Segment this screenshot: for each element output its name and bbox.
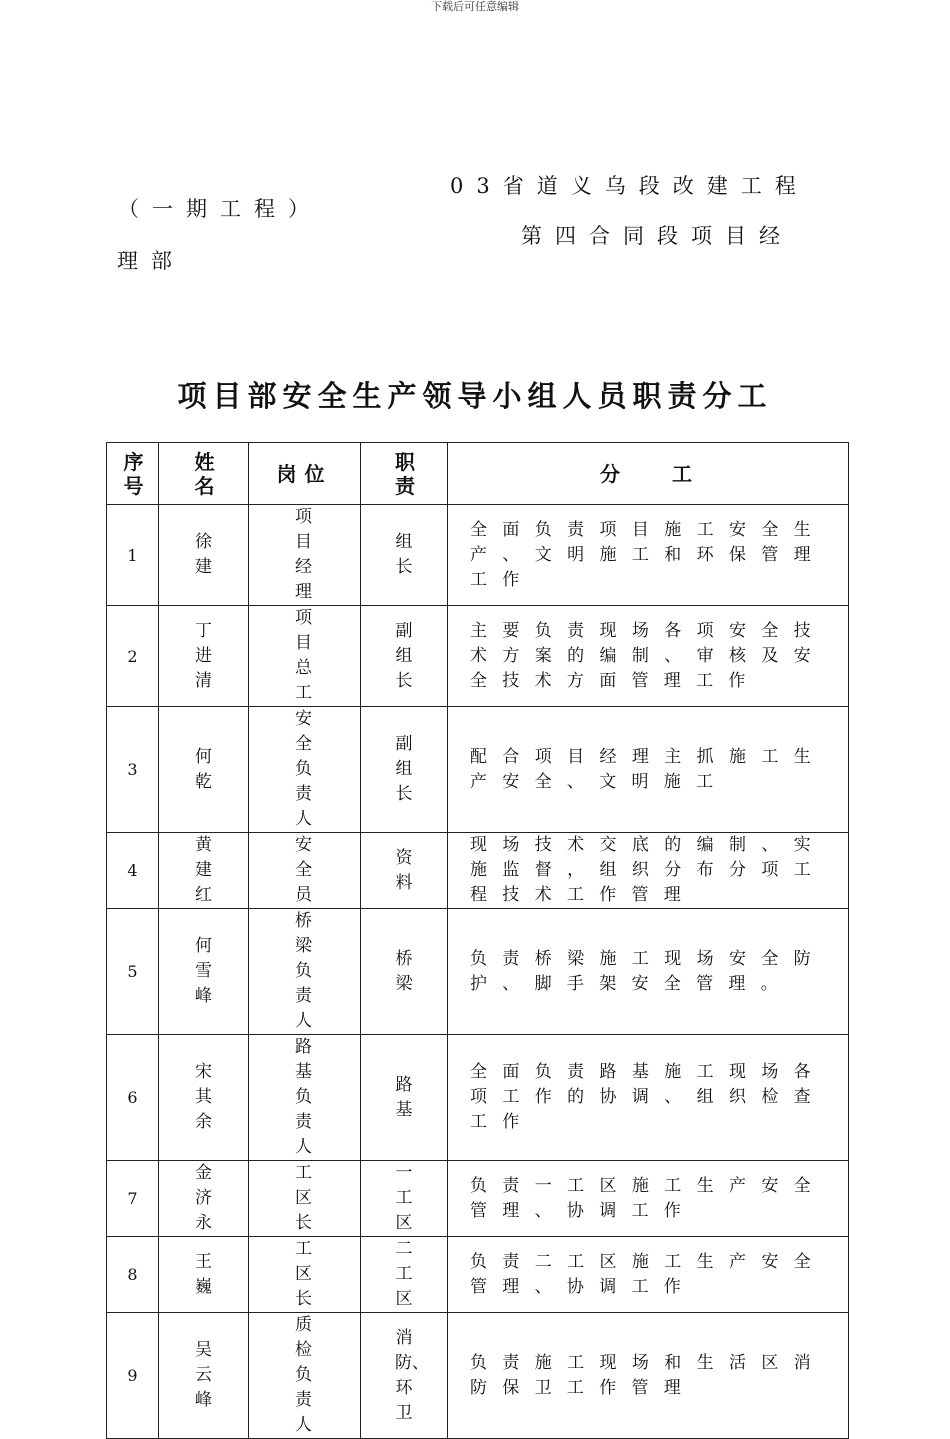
duty-description: 全面负责路基施工现场各项工作的协调、组织检查工作 [448,1035,849,1161]
org-line-4: 理部 [117,249,185,273]
role: 桥梁 [361,909,448,1035]
header-note: 下载后可任意编辑 [431,0,519,13]
org-line-3: 第四合同段项目经 [521,224,793,248]
person-name: 徐建 [159,505,249,606]
row-number: 3 [107,707,159,833]
position: 质检负责人 [249,1313,361,1439]
row-number: 2 [107,606,159,707]
row-number: 5 [107,909,159,1035]
person-name: 黄建红 [159,833,249,909]
person-name: 金济永 [159,1161,249,1237]
duty-description: 负责一工区施工生产安全管理、协调工作 [448,1161,849,1237]
position: 安全员 [249,833,361,909]
table-header-row [107,443,849,505]
person-name: 丁进清 [159,606,249,707]
role: 消防、环卫 [361,1313,448,1439]
position: 工区长 [249,1237,361,1313]
position: 路基负责人 [249,1035,361,1161]
person-name: 宋其余 [159,1035,249,1161]
role: 副组长 [361,606,448,707]
header-role: 职责 [361,443,448,505]
row-number: 9 [107,1313,159,1439]
document-title: 项目部安全生产领导小组人员职责分工 [177,379,773,413]
duty-description: 全面负责项目施工安全生产、文明施工和环保管理工作 [448,505,849,606]
role: 二工区 [361,1237,448,1313]
position: 项目经理 [249,505,361,606]
table-row [107,505,849,606]
role: 路基 [361,1035,448,1161]
org-line-1: 03省道义乌段改建工程 [450,174,809,198]
org-line-2: （一期工程） [118,197,322,221]
header-duty: 分 工 [448,443,849,505]
duty-description: 负责桥梁施工现场安全防护、脚手架安全管理。 [448,909,849,1035]
table-row [107,1313,849,1439]
header-position: 岗位 [249,443,361,505]
position: 项目总工 [249,606,361,707]
duty-description: 主要负责现场各项安全技术方案的编制、审核及安全技术方面管理工作 [448,606,849,707]
duty-description: 负责二工区施工生产安全管理、协调工作 [448,1237,849,1313]
table-row [107,1035,849,1161]
role: 组长 [361,505,448,606]
row-number: 8 [107,1237,159,1313]
table-row [107,707,849,833]
position: 安全负责人 [249,707,361,833]
person-name: 何乾 [159,707,249,833]
table-row [107,833,849,909]
table-row [107,1161,849,1237]
row-number: 1 [107,505,159,606]
table-row [107,1237,849,1313]
person-name: 吴云峰 [159,1313,249,1439]
duty-description: 配合项目经理主抓施工生产安全、文明施工 [448,707,849,833]
row-number: 4 [107,833,159,909]
person-name: 何雪峰 [159,909,249,1035]
duty-description: 现场技术交底的编制、实施监督，组织分布分项工程技术工作管理 [448,833,849,909]
row-number: 7 [107,1161,159,1237]
role: 一工区 [361,1161,448,1237]
table-row [107,909,849,1035]
header-no: 序号 [107,443,159,505]
role: 副组长 [361,707,448,833]
row-number: 6 [107,1035,159,1161]
role: 资料 [361,833,448,909]
duty-table [106,442,849,1439]
header-name: 姓名 [159,443,249,505]
table-row [107,606,849,707]
position: 工区长 [249,1161,361,1237]
duty-description: 负责施工现场和生活区消防保卫工作管理 [448,1313,849,1439]
person-name: 王巍 [159,1237,249,1313]
position: 桥梁负责人 [249,909,361,1035]
